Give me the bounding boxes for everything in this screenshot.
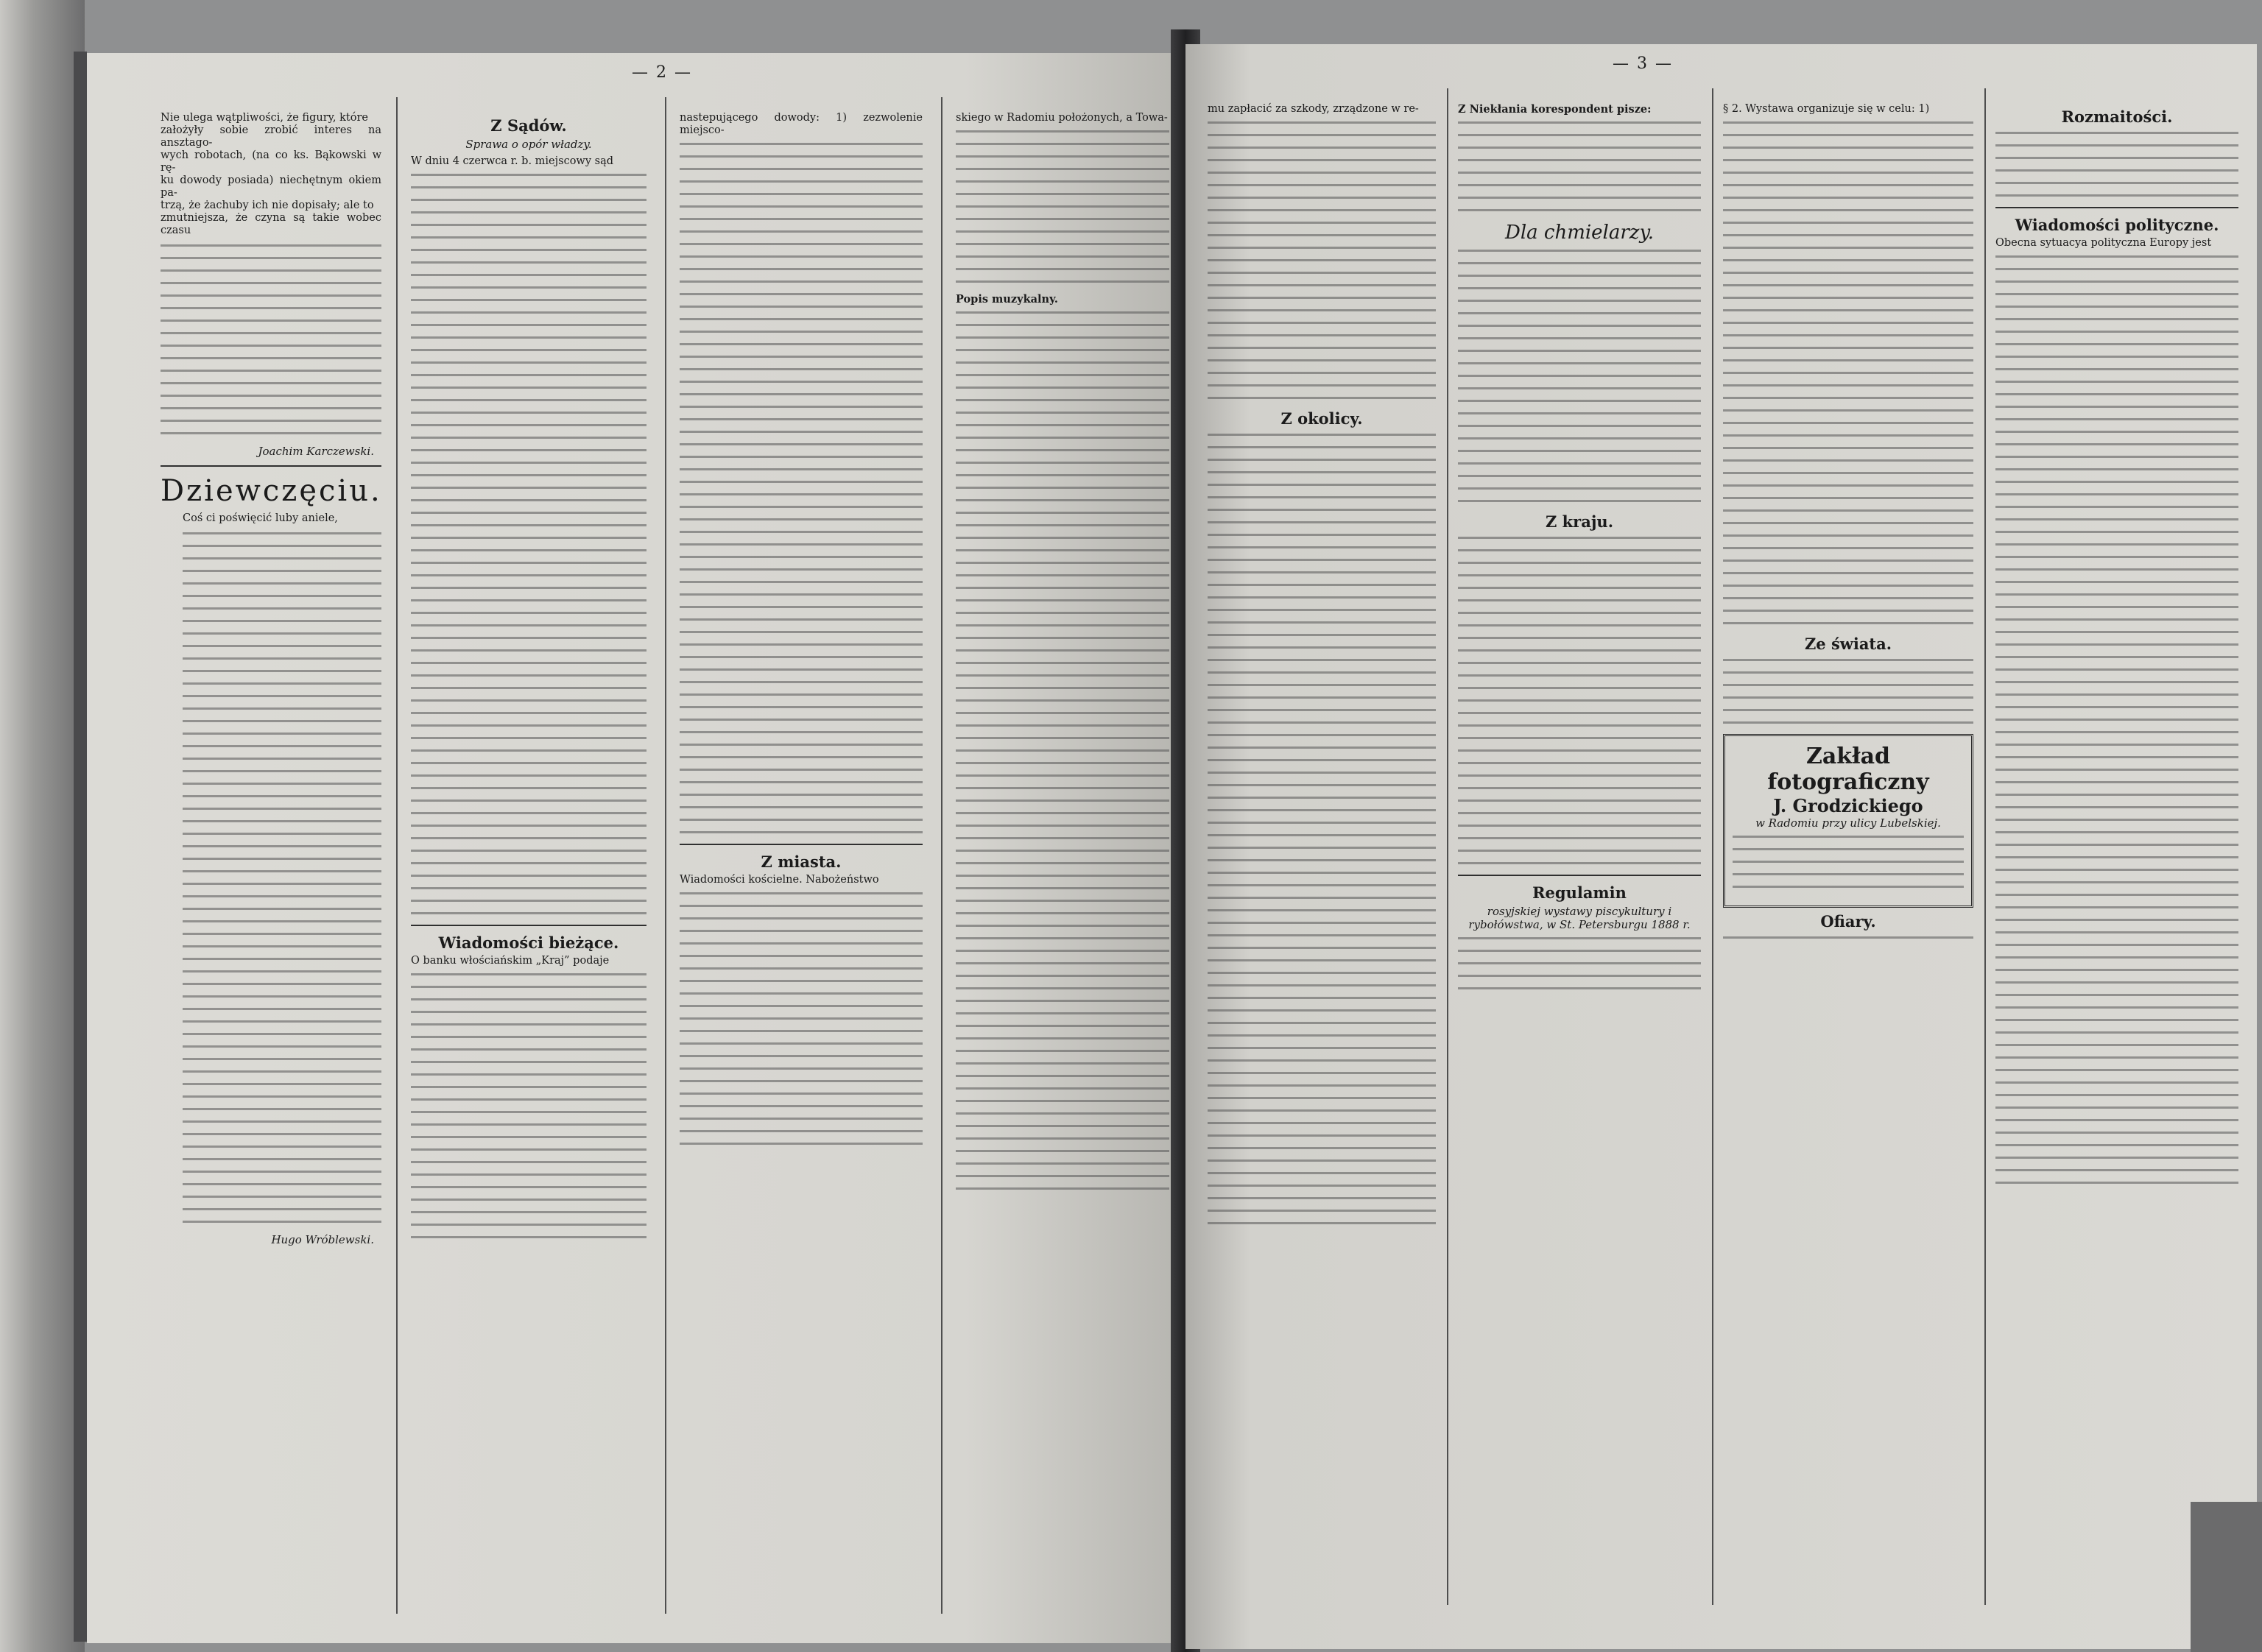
column-rule bbox=[1712, 88, 1713, 1605]
newspaper-page-right bbox=[1185, 44, 2257, 1649]
section-title: Wiadomości bieżące. bbox=[438, 933, 619, 952]
section-title: Ofiary. bbox=[1820, 912, 1876, 931]
column-rule bbox=[941, 97, 942, 1614]
divider bbox=[411, 925, 646, 926]
divider bbox=[680, 844, 923, 845]
paragraph-lines bbox=[1458, 250, 1701, 502]
text-line: założyły sobie zrobić interes na ansztago- bbox=[161, 124, 381, 149]
column-5 bbox=[1208, 103, 1436, 1235]
paragraph-lines bbox=[1458, 937, 1701, 989]
section-title: Regulamin bbox=[1532, 883, 1627, 902]
column-rule bbox=[396, 97, 398, 1614]
paragraph-first-line: nastepującego dowody: 1) zezwolenie miejsco- bbox=[680, 112, 923, 136]
paragraph-first-line: mu zapłacić za szkody, zrządzone w re- bbox=[1208, 103, 1419, 115]
column-3 bbox=[680, 112, 923, 1155]
column-rule bbox=[1447, 88, 1448, 1605]
text-line: trzą, że żachuby ich nie dopisały; ale to bbox=[161, 200, 374, 211]
paragraph-first-line: W dniu 4 czerwca r. b. miejscowy sąd bbox=[411, 155, 614, 167]
paragraph-first-line: O banku włościańskim „Kraj” podaje bbox=[411, 955, 610, 967]
section-subtitle: Sprawa o opór władzy. bbox=[465, 138, 592, 151]
signature: Hugo Wróblewski. bbox=[271, 1233, 374, 1246]
signature: Joachim Karczewski. bbox=[258, 445, 374, 458]
text-line: ku dowody posiada) niechętnym okiem pa- bbox=[161, 174, 381, 199]
text-line: Nie ulega wątpliwości, że figury, które bbox=[161, 112, 368, 124]
poem-lines bbox=[161, 532, 381, 1223]
column-rule bbox=[665, 97, 666, 1614]
ad-name: J. Grodzickiego bbox=[1773, 795, 1923, 816]
intro-paragraph bbox=[161, 112, 381, 237]
book-shadow bbox=[74, 52, 87, 1642]
section-title: Z miasta. bbox=[761, 853, 842, 871]
paragraph-lines bbox=[1458, 537, 1701, 864]
text-line: wych robotach, (na co ks. Bąkowski w rę- bbox=[161, 149, 381, 174]
section-title: Ze świata. bbox=[1804, 635, 1892, 653]
paragraph-lines bbox=[1723, 121, 1973, 624]
paragraph-lines bbox=[1723, 659, 1973, 724]
column-8 bbox=[1995, 103, 2238, 1194]
paragraph-lines bbox=[1208, 121, 1436, 399]
paragraph-lines bbox=[161, 244, 381, 434]
newspaper-page-left bbox=[87, 53, 1184, 1643]
paragraph-lines bbox=[1208, 434, 1436, 1224]
paragraph-lines bbox=[956, 130, 1169, 283]
section-title: Wiadomości polityczne. bbox=[2015, 216, 2219, 234]
paragraph-lines bbox=[1458, 121, 1701, 211]
divider bbox=[1995, 207, 2238, 208]
column-2 bbox=[411, 112, 646, 1249]
paragraph-lines bbox=[1723, 936, 1973, 939]
paragraph-first-line: Obecna sytuacya polityczna Europy jest bbox=[1995, 237, 2212, 249]
column-rule bbox=[1984, 88, 1986, 1605]
paragraph-first-line: § 2. Wystawa organizuje się w celu: 1) bbox=[1723, 103, 1930, 115]
photo-studio-advertisement bbox=[1723, 734, 1973, 908]
section-title: Z Sądów. bbox=[490, 116, 567, 135]
section-title: Rozmaitości. bbox=[2061, 107, 2173, 126]
page-number: — 3 — bbox=[1613, 54, 1673, 73]
ad-lines bbox=[1733, 836, 1964, 888]
background-corner bbox=[2191, 1502, 2262, 1652]
text-line: zmutniejsza, że czyna są takie wobec czasu bbox=[161, 212, 381, 236]
ad-address: w Radomiu przy ulicy Lubelskiej. bbox=[1755, 816, 1941, 830]
paragraph-lines bbox=[680, 892, 923, 1145]
ad-title: Zakład fotograficzny bbox=[1767, 744, 1929, 795]
paragraph-lines bbox=[1995, 255, 2238, 1184]
poem-title: Dziewczęciu. bbox=[161, 474, 382, 508]
column-6 bbox=[1458, 103, 1701, 1000]
divider bbox=[161, 465, 381, 467]
column-1 bbox=[161, 112, 381, 1249]
paragraph-lines bbox=[411, 973, 646, 1238]
column-7 bbox=[1723, 103, 1973, 949]
section-title: Z kraju. bbox=[1545, 512, 1614, 531]
book-edge bbox=[0, 0, 85, 1652]
section-subtitle: rosyjskiej wystawy piscykultury i rybołówstwa, w St. Petersburgu 1888 r. bbox=[1468, 905, 1691, 931]
paragraph-lines bbox=[956, 311, 1169, 1190]
paragraph-first-line: Wiadomości kościelne. Nabożeństwo bbox=[680, 874, 879, 886]
paragraph-lines bbox=[680, 143, 923, 833]
paragraph-first-line: skiego w Radomiu położonych, a Towa- bbox=[956, 112, 1168, 124]
page-number: — 2 — bbox=[632, 63, 692, 82]
divider bbox=[1458, 875, 1701, 876]
section-title: Z okolicy. bbox=[1280, 409, 1363, 428]
paragraph-heading: Z Niekłania korespondent pisze: bbox=[1458, 103, 1652, 116]
paragraph-lines bbox=[411, 174, 646, 914]
paragraph-lines bbox=[1995, 132, 2238, 197]
section-title: Dla chmielarzy. bbox=[1504, 222, 1655, 244]
column-4 bbox=[956, 112, 1169, 1200]
paragraph-heading: Popis muzykalny. bbox=[956, 293, 1058, 306]
poem-first-line: Coś ci poświęcić luby aniele, bbox=[183, 512, 338, 524]
